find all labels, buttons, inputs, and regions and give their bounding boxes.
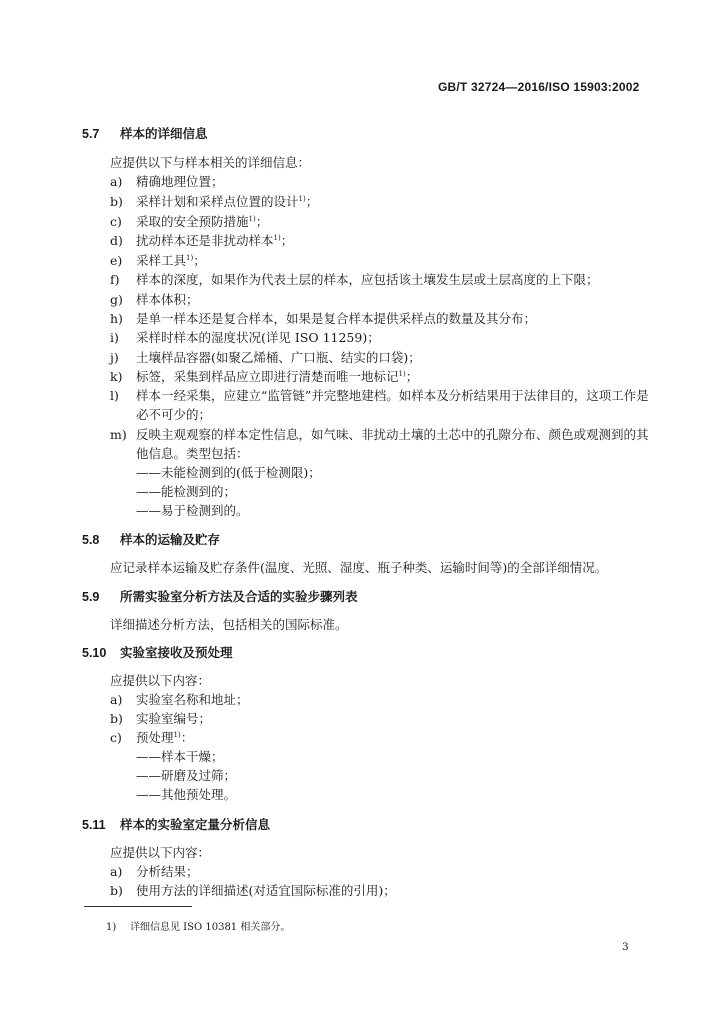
section-body: 应记录样本运输及贮存条件(温度、光照、湿度、瓶子种类、运输时间等)的全部详细情况。 xyxy=(110,560,608,575)
list-item: b) 采样计划和采样点位置的设计$^{1)}$； xyxy=(110,194,319,209)
list-item: m) 反映主观观察的样本定性信息，如气味、非扰动土壤的土芯中的孔隙分布、颜色或观测到的其 xyxy=(110,427,649,442)
list-item-continuation: 他信息。类型包括： xyxy=(136,446,249,461)
list-item: a) 精确地理位置； xyxy=(110,174,224,189)
list-item: i) 采样时样本的湿度状况(详见 ISO 11259)； xyxy=(110,330,380,345)
list-item: h) 是单一样本还是复合样本，如果是复合样本提供采样点的数量及其分布； xyxy=(110,311,537,326)
section-intro: 应提供以下与样本相关的详细信息： xyxy=(110,155,311,170)
list-item: a) 分析结果； xyxy=(110,864,199,879)
section-number: 5.11 xyxy=(82,818,106,832)
dash-item: ——能检测到的； xyxy=(136,484,237,499)
standard-id-header: GB/T 32724—2016/ISO 15903:2002 xyxy=(438,80,640,94)
dash-item: ——其他预处理。 xyxy=(136,787,237,802)
section-number: 5.10 xyxy=(82,646,107,660)
section-title: 样本的详细信息 xyxy=(120,127,208,141)
section-intro: 应提供以下内容： xyxy=(110,845,211,860)
dash-item: ——样本干燥； xyxy=(136,749,224,764)
list-item: d) 扰动样本还是非扰动样本$^{1)}$； xyxy=(110,233,294,248)
section-heading-5-10 xyxy=(82,643,233,661)
section-intro: 应提供以下内容： xyxy=(110,673,211,688)
list-item: a) 实验室名称和地址； xyxy=(110,692,249,707)
section-title: 样本的实验室定量分析信息 xyxy=(120,818,271,832)
section-number: 5.8 xyxy=(82,533,100,547)
list-item: c) 采取的安全预防措施$^{1)}$； xyxy=(110,214,269,229)
section-body: 详细描述分析方法，包括相关的国际标准。 xyxy=(110,617,348,632)
list-item: e) 采样工具$^{1)}$； xyxy=(110,253,206,268)
list-item: j) 土壤样品容器(如聚乙烯桶、广口瓶、结实的口袋)； xyxy=(110,350,421,365)
dash-item: ——研磨及过筛； xyxy=(136,768,237,783)
section-title: 所需实验室分析方法及合适的实验步骤列表 xyxy=(120,590,358,604)
list-item: b) 实验室编号； xyxy=(110,711,212,726)
section-number: 5.9 xyxy=(82,590,100,604)
section-number: 5.7 xyxy=(82,127,100,141)
section-heading-5-9 xyxy=(82,587,358,605)
list-item: c) 预处理$^{1)}$： xyxy=(110,730,194,745)
dash-item: ——易于检测到的。 xyxy=(136,503,249,518)
list-item-continuation: 必不可少的； xyxy=(136,407,212,422)
dash-item: ——未能检测到的(低于检测限)； xyxy=(136,465,321,480)
section-heading-5-11 xyxy=(82,815,270,833)
list-item: l) 样本一经采集，应建立“监管链”并完整地建档。如样本及分析结果用于法律目的，这项工作是 xyxy=(110,388,649,403)
footnote-divider xyxy=(84,906,192,907)
footnote: 1) 详细信息见 ISO 10381 相关部分。 xyxy=(106,922,291,933)
list-item: k) 标签，采集到样品应立即进行清楚而唯一地标记$^{1)}$； xyxy=(110,369,419,384)
page-number: 3 xyxy=(622,941,629,953)
section-title: 样本的运输及贮存 xyxy=(120,533,221,547)
list-item: b) 使用方法的详细描述(对适宜国际标准的引用)； xyxy=(110,883,396,898)
section-title: 实验室接收及预处理 xyxy=(120,646,233,660)
list-item: f) 样本的深度，如果作为代表土层的样本，应包括该土壤发生层或土层高度的上下限； xyxy=(110,272,599,287)
list-item: g) 样本体积； xyxy=(110,292,199,307)
section-heading-5-7 xyxy=(82,124,208,142)
section-heading-5-8 xyxy=(82,530,220,548)
